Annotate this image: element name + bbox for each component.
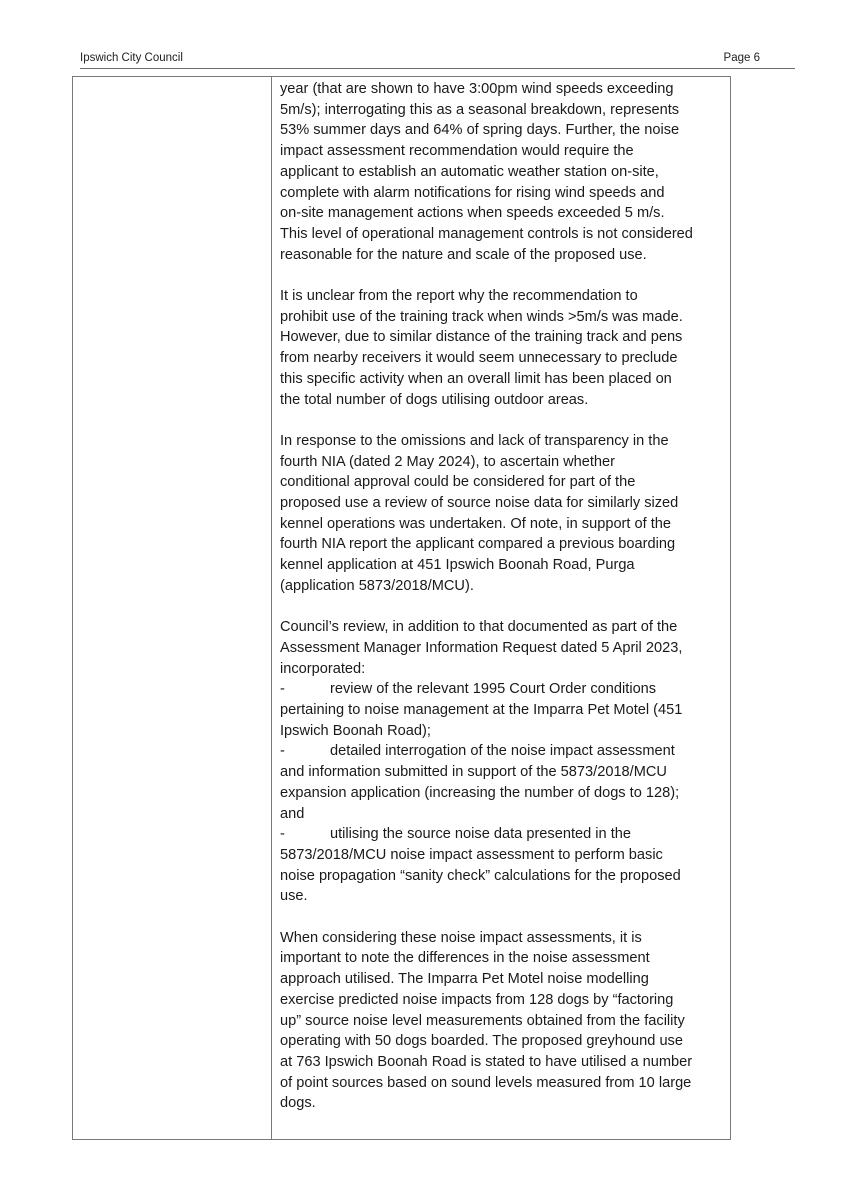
text-line: pertaining to noise management at the Imparra Pet Motel (451 <box>280 702 683 719</box>
text-line: approach utilised. The Imparra Pet Motel noise modelling <box>280 971 649 988</box>
text-line: Council’s review, in addition to that documented as part of the <box>280 619 678 636</box>
page-number: Page 6 <box>723 52 760 64</box>
text-line: and <box>280 805 305 822</box>
text-line: reasonable for the nature and scale of the proposed use. <box>280 246 647 263</box>
paragraph-training-track <box>280 286 726 410</box>
text-line: incorporated: <box>280 660 366 677</box>
text-line: complete with alarm notifications for rising wind speeds and <box>280 184 665 201</box>
bullet-dash: - <box>280 743 285 760</box>
text-line: 5m/s); interrogating this as a seasonal breakdown, represents <box>280 101 680 118</box>
table-right-cell <box>280 79 726 1135</box>
text-line: fourth NIA report the applicant compared a previous boarding <box>280 536 676 553</box>
text-line: Ipswich Boonah Road); <box>280 722 431 739</box>
paragraph-assessment-differences <box>280 928 726 1114</box>
text-line: This level of operational management controls is not considered <box>280 225 693 242</box>
bullet-item-detailed-interrogation <box>280 741 726 824</box>
text-line: on-site management actions when speeds exceeded 5 m/s. <box>280 205 665 222</box>
text-line: use. <box>280 888 308 905</box>
text-line: In response to the omissions and lack of transparency in the <box>280 432 669 449</box>
paragraph-council-review <box>280 617 726 907</box>
text-line: (application 5873/2018/MCU). <box>280 577 474 594</box>
page-header <box>80 50 760 68</box>
text-line: It is unclear from the report why the recommendation to <box>280 288 638 305</box>
text-line: exercise predicted noise impacts from 128 dogs by “factoring <box>280 991 674 1008</box>
bullet-text: review of the relevant 1995 Court Order conditions <box>330 681 657 698</box>
text-line: 53% summer days and 64% of spring days. Further, the noise <box>280 122 680 139</box>
text-line: However, due to similar distance of the training track and pens <box>280 329 683 346</box>
bullet-dash: - <box>280 681 285 698</box>
text-line: When considering these noise impact assessments, it is <box>280 929 642 946</box>
text-line: dogs. <box>280 1095 316 1112</box>
text-line: operating with 50 dogs boarded. The proposed greyhound use <box>280 1033 683 1050</box>
text-line: expansion application (increasing the number of dogs to 128); <box>280 784 680 801</box>
text-line: noise propagation “sanity check” calculations for the proposed <box>280 867 681 884</box>
content-table <box>72 76 731 1140</box>
text-line: the total number of dogs utilising outdoor areas. <box>280 391 589 408</box>
paragraph-omissions-response <box>280 431 726 597</box>
text-line: applicant to establish an automatic weather station on-site, <box>280 163 659 180</box>
bullet-item-court-order <box>280 679 726 741</box>
paragraph-wind-speed <box>280 79 726 265</box>
text-line: up” source noise level measurements obtained from the facility <box>280 1012 685 1029</box>
header-divider <box>80 68 795 69</box>
text-line: conditional approval could be considered for part of the <box>280 474 636 491</box>
text-line: kennel operations was undertaken. Of note, in support of the <box>280 515 672 532</box>
text-line: Assessment Manager Information Request dated 5 April 2023, <box>280 639 683 656</box>
text-line: from nearby receivers it would seem unnecessary to preclude <box>280 350 678 367</box>
table-left-cell <box>73 77 272 1139</box>
text-line: of point sources based on sound levels measured from 10 large <box>280 1074 692 1091</box>
text-line: impact assessment recommendation would require the <box>280 143 634 160</box>
bullet-item-source-noise-data <box>280 824 726 907</box>
text-line: 5873/2018/MCU noise impact assessment to perform basic <box>280 846 663 863</box>
text-line: fourth NIA (dated 2 May 2024), to ascertain whether <box>280 453 616 470</box>
bullet-text: detailed interrogation of the noise impact assessment <box>330 743 675 760</box>
organization-name: Ipswich City Council <box>80 52 183 64</box>
text-line: important to note the differences in the noise assessment <box>280 950 650 967</box>
text-line: and information submitted in support of the 5873/2018/MCU <box>280 764 667 781</box>
text-line: kennel application at 451 Ipswich Boonah Road, Purga <box>280 557 635 574</box>
text-line: at 763 Ipswich Boonah Road is stated to have utilised a number <box>280 1053 693 1070</box>
text-line: this specific activity when an overall limit has been placed on <box>280 370 672 387</box>
text-line: proposed use a review of source noise data for similarly sized <box>280 495 679 512</box>
text-line: prohibit use of the training track when winds >5m/s was made. <box>280 308 683 325</box>
text-line: year (that are shown to have 3:00pm wind speeds exceeding <box>280 81 674 97</box>
bullet-text: utilising the source noise data presented in the <box>330 826 631 843</box>
bullet-dash: - <box>280 826 285 843</box>
